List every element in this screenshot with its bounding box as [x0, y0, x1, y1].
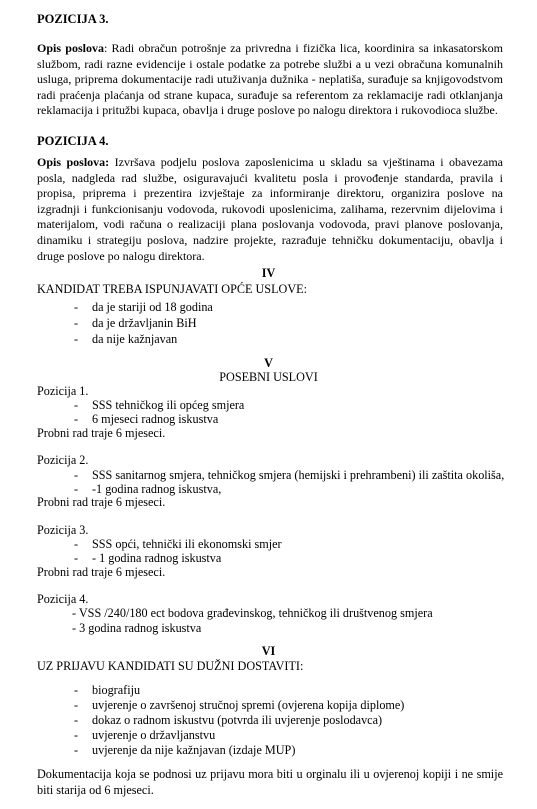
pozicija-3-description: [37, 41, 503, 119]
list-item: da nije kažnjavan: [92, 332, 178, 346]
closing-note: Dokumentacija koja se podnosi uz prijavu mora biti u orginalu ili u ovjerenoj kopiji i ne smije biti starija od 6 mjeseci.: [37, 767, 503, 797]
list-dash: -: [74, 683, 79, 697]
section-v-numeral: V: [264, 356, 273, 370]
list-dash: -: [74, 551, 79, 565]
list-item: SSS opći, tehnički ili ekonomski smjer: [92, 537, 282, 551]
pozicija-4-description: [37, 155, 503, 264]
list-dash: -: [74, 300, 79, 314]
probation-text: Probni rad traje 6 mjeseci.: [37, 495, 166, 509]
section-vi-numeral: VI: [261, 644, 276, 658]
list-item: da je državljanin BiH: [92, 316, 197, 330]
pozicija-4-heading: POZICIJA 4.: [37, 134, 109, 148]
list-dash: -: [74, 728, 79, 742]
section-iv-numeral: IV: [261, 266, 276, 280]
list-dash: -: [74, 743, 79, 757]
pozicija-2-label: Pozicija 2.: [37, 453, 89, 467]
list-item: - 3 godina radnog iskustva: [72, 621, 202, 635]
list-dash: -: [74, 713, 79, 727]
list-item: - 1 godina radnog iskustva: [92, 551, 222, 565]
pozicija-4-label: Pozicija 4.: [37, 592, 89, 606]
list-item: uvjerenje da nije kažnjavan (izdaje MUP): [92, 743, 296, 757]
list-item: dokaz o radnom iskustvu (potvrda ili uvjerenje poslodavca): [92, 713, 383, 727]
section-v-title: POSEBNI USLOVI: [219, 370, 318, 384]
list-dash: -: [74, 537, 79, 551]
section-vi-title: UZ PRIJAVU KANDIDATI SU DUŽNI DOSTAVITI:: [37, 659, 304, 673]
list-item: SSS sanitarnog smjera, tehničkog smjera (hemijski i prehrambeni) ili zaštita okoliša,: [92, 468, 505, 482]
pozicija-1-label: Pozicija 1.: [37, 384, 89, 398]
opis-poslova-label: Opis poslova:: [37, 155, 110, 169]
list-item: -1 godina radnog iskustva,: [92, 482, 222, 496]
list-item: uvjerenje o završenoj stručnoj spremi (ovjerena kopija diplome): [92, 698, 405, 712]
probation-text: Probni rad traje 6 mjeseci.: [37, 426, 166, 440]
list-dash: -: [74, 398, 79, 412]
list-item: - VSS /240/180 ect bodova građevinskog, tehničkog ili društvenog smjera: [72, 606, 433, 620]
list-dash: -: [74, 698, 79, 712]
pozicija-3-heading: POZICIJA 3.: [37, 12, 109, 26]
list-dash: -: [74, 468, 79, 482]
pozicija-3-label: Pozicija 3.: [37, 523, 89, 537]
list-dash: -: [74, 412, 79, 426]
section-iv-title: KANDIDAT TREBA ISPUNJAVATI OPĆE USLOVE:: [37, 282, 307, 296]
pozicija-3-text: : Radi obračun potrošnje za privredna i fizička lica, koordinira sa inkasatorskom službom, radi razne evidencije i ostale podatke za potrebe službi a u vezi obračuna komunalnih usluga, priprema dokumentacije radi utuživanja dužnika - neplatiša, surađuje sa knjigovodstvom radi praćenja plaćanja od strane kupaca, surađuje sa referentom za reklamacije radi otklanjanja reklamacija i pritužbi kupaca, obavlja i druge poslove po nalogu direktora i rukovodioca službe.: [37, 41, 503, 118]
list-dash: -: [74, 316, 79, 330]
probation-text: Probni rad traje 6 mjeseci.: [37, 565, 166, 579]
list-item: da je stariji od 18 godina: [92, 300, 213, 314]
list-item: biografiju: [92, 683, 141, 697]
pozicija-4-text: Izvršava podjelu poslova zaposlenicima u skladu sa vještinama i obavezama posla, nadgleda rad službe, osiguravajući kvalitetu posla i provođenje standarda, pravila i propisa, priprema i prezentira izvještaje za informiranje direktoru, organizira poslove na izgradnji i funkcionisanju vodovoda, rukovodi uposlenicima, zalihama, rezervnim dijelovima i materijalom, vodi računa o realizaciji plana poslovanja vodovoda, pravi planove poslovanja, dinamiku i strategiju poslova, nadzire projekte, razrađuje tehničku dokumentaciju, obavlja i druge poslove po nalogu direktora.: [37, 155, 503, 263]
list-item: 6 mjeseci radnog iskustva: [92, 412, 219, 426]
list-dash: -: [74, 482, 79, 496]
list-dash: -: [74, 332, 79, 346]
list-item: uvjerenje o državljanstvu: [92, 728, 216, 742]
list-item: SSS tehničkog ili općeg smjera: [92, 398, 245, 412]
opis-poslova-label: Opis poslova: [37, 41, 104, 55]
